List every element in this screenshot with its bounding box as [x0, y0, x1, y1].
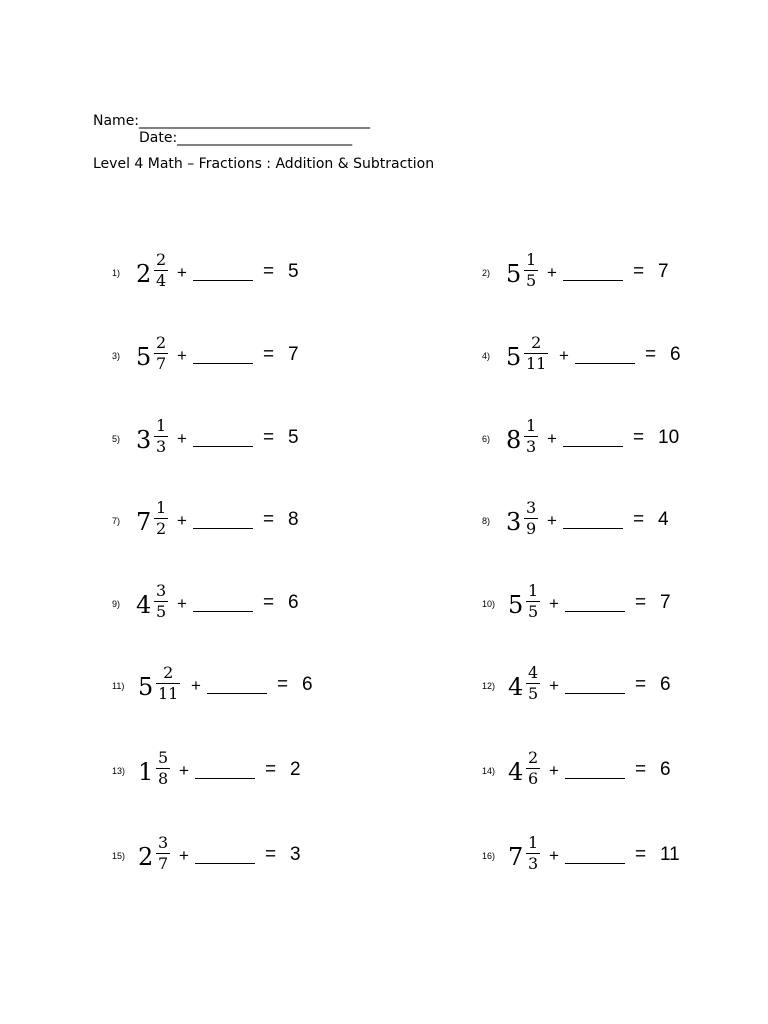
fraction-numerator: 5	[158, 748, 169, 767]
fraction	[155, 498, 167, 539]
fraction	[525, 333, 547, 374]
fraction-numerator: 1	[526, 416, 537, 435]
problem-item	[112, 581, 362, 637]
problem-result: 2	[290, 759, 301, 780]
whole-number: 7	[508, 843, 524, 871]
answer-blank[interactable]	[565, 863, 625, 864]
fraction-denominator: 5	[156, 602, 167, 621]
whole-number: 8	[506, 426, 522, 454]
problem-number: 8)	[482, 516, 491, 526]
problem-number: 9)	[112, 599, 121, 609]
answer-blank[interactable]	[563, 528, 623, 529]
problem-result: 10	[658, 427, 680, 448]
problem-result: 8	[288, 509, 299, 530]
problem-number: 16)	[482, 851, 496, 861]
fraction-numerator: 2	[528, 748, 539, 767]
problem-item	[112, 416, 362, 472]
answer-blank[interactable]	[193, 363, 253, 364]
equals-sign: =	[263, 261, 275, 282]
problem-number: 12)	[482, 681, 496, 691]
fraction-numerator: 1	[528, 833, 539, 852]
fraction	[525, 498, 537, 539]
fraction-numerator: 3	[156, 581, 167, 600]
equals-sign: =	[263, 592, 275, 613]
fraction-denominator: 9	[526, 519, 537, 538]
whole-number: 4	[508, 673, 524, 701]
problem-item	[482, 498, 732, 554]
fraction-denominator: 5	[526, 271, 537, 290]
problem-item	[482, 250, 732, 306]
fraction-numerator: 1	[156, 416, 167, 435]
problem-result: 7	[288, 344, 299, 365]
problem-item	[482, 663, 732, 719]
plus-sign: +	[179, 761, 189, 780]
answer-blank[interactable]	[193, 611, 253, 612]
answer-blank[interactable]	[565, 778, 625, 779]
whole-number: 5	[136, 343, 152, 371]
whole-number: 5	[508, 591, 524, 619]
whole-number: 2	[138, 843, 154, 871]
worksheet-title: Level 4 Math – Fractions : Addition & Subtraction	[93, 156, 435, 172]
equals-sign: =	[633, 261, 645, 282]
problem-result: 5	[288, 427, 299, 448]
fraction-numerator: 2	[156, 333, 167, 352]
fraction	[157, 833, 169, 874]
problem-item	[112, 333, 362, 389]
date-field-line[interactable]: Date:_________________________	[139, 130, 353, 146]
fraction-numerator: 3	[526, 498, 537, 517]
fraction-denominator: 7	[156, 354, 167, 373]
answer-blank[interactable]	[193, 528, 253, 529]
fraction-numerator: 1	[526, 250, 537, 269]
fraction-denominator: 2	[156, 519, 167, 538]
problem-number: 3)	[112, 351, 121, 361]
equals-sign: =	[265, 759, 277, 780]
problem-item	[112, 748, 362, 804]
problem-number: 5)	[112, 434, 121, 444]
plus-sign: +	[177, 594, 187, 613]
fraction-numerator: 1	[156, 498, 167, 517]
fraction-denominator: 7	[158, 854, 169, 873]
whole-number: 7	[136, 508, 152, 536]
problem-number: 14)	[482, 766, 496, 776]
problem-result: 7	[660, 592, 671, 613]
plus-sign: +	[549, 594, 559, 613]
problem-result: 7	[658, 261, 669, 282]
fraction-denominator: 8	[158, 769, 169, 788]
plus-sign: +	[177, 346, 187, 365]
equals-sign: =	[645, 344, 657, 365]
fraction-denominator: 5	[528, 684, 539, 703]
equals-sign: =	[635, 844, 647, 865]
fraction	[525, 250, 537, 291]
equals-sign: =	[263, 344, 275, 365]
whole-number: 4	[508, 758, 524, 786]
problem-number: 11)	[112, 681, 125, 691]
problem-result: 6	[670, 344, 681, 365]
fraction	[155, 250, 167, 291]
name-field-line[interactable]: Name:_________________________________	[93, 113, 371, 129]
answer-blank[interactable]	[563, 446, 623, 447]
problem-item	[482, 748, 732, 804]
equals-sign: =	[633, 427, 645, 448]
problem-item	[482, 581, 732, 637]
equals-sign: =	[635, 592, 647, 613]
problem-number: 4)	[482, 351, 491, 361]
equals-sign: =	[633, 509, 645, 530]
plus-sign: +	[177, 263, 187, 282]
fraction-numerator: 4	[528, 663, 539, 682]
problem-result: 11	[660, 844, 680, 865]
plus-sign: +	[549, 846, 559, 865]
whole-number: 5	[506, 343, 522, 371]
answer-blank[interactable]	[563, 280, 623, 281]
plus-sign: +	[177, 511, 187, 530]
fraction-numerator: 1	[528, 581, 539, 600]
equals-sign: =	[277, 674, 289, 695]
equals-sign: =	[263, 509, 275, 530]
fraction	[155, 333, 167, 374]
fraction-numerator: 2	[163, 663, 174, 682]
problem-result: 6	[302, 674, 313, 695]
fraction-denominator: 3	[526, 437, 537, 456]
problem-item	[112, 663, 362, 719]
problem-number: 10)	[482, 599, 496, 609]
problem-result: 6	[660, 759, 671, 780]
fraction	[157, 663, 179, 704]
answer-blank[interactable]	[195, 863, 255, 864]
fraction	[527, 581, 539, 622]
problem-item	[112, 498, 362, 554]
fraction	[527, 748, 539, 789]
equals-sign: =	[635, 674, 647, 695]
equals-sign: =	[263, 427, 275, 448]
fraction-denominator: 4	[156, 271, 167, 290]
plus-sign: +	[177, 429, 187, 448]
fraction	[157, 748, 169, 789]
fraction-denominator: 11	[526, 354, 547, 373]
problem-result: 4	[658, 509, 669, 530]
answer-blank[interactable]	[575, 363, 635, 364]
plus-sign: +	[191, 676, 201, 695]
fraction	[525, 416, 537, 457]
problem-item	[112, 833, 362, 889]
whole-number: 5	[138, 673, 154, 701]
fraction	[155, 581, 167, 622]
problem-item	[482, 416, 732, 472]
problem-result: 6	[660, 674, 671, 695]
answer-blank[interactable]	[207, 693, 267, 694]
fraction-denominator: 6	[528, 769, 539, 788]
fraction-numerator: 3	[158, 833, 169, 852]
problem-number: 7)	[112, 516, 121, 526]
problem-item	[482, 833, 732, 889]
problem-result: 5	[288, 261, 299, 282]
plus-sign: +	[549, 761, 559, 780]
plus-sign: +	[547, 263, 557, 282]
problem-number: 6)	[482, 434, 491, 444]
problem-number: 13)	[112, 766, 126, 776]
whole-number: 5	[506, 260, 522, 288]
plus-sign: +	[179, 846, 189, 865]
fraction	[155, 416, 167, 457]
answer-blank[interactable]	[565, 693, 625, 694]
plus-sign: +	[547, 429, 557, 448]
plus-sign: +	[559, 346, 569, 365]
problem-number: 2)	[482, 268, 491, 278]
whole-number: 3	[136, 426, 152, 454]
fraction-numerator: 2	[156, 250, 167, 269]
whole-number: 3	[506, 508, 522, 536]
fraction-denominator: 11	[158, 684, 179, 703]
equals-sign: =	[635, 759, 647, 780]
answer-blank[interactable]	[193, 280, 253, 281]
answer-blank[interactable]	[193, 446, 253, 447]
fraction	[527, 663, 539, 704]
problem-result: 3	[290, 844, 301, 865]
fraction-denominator: 3	[528, 854, 539, 873]
fraction-denominator: 5	[528, 602, 539, 621]
answer-blank[interactable]	[565, 611, 625, 612]
plus-sign: +	[549, 676, 559, 695]
answer-blank[interactable]	[195, 778, 255, 779]
whole-number: 2	[136, 260, 152, 288]
whole-number: 4	[136, 591, 152, 619]
equals-sign: =	[265, 844, 277, 865]
problem-number: 15)	[112, 851, 126, 861]
problem-result: 6	[288, 592, 299, 613]
problem-item	[112, 250, 362, 306]
problem-number: 1)	[112, 268, 121, 278]
fraction	[527, 833, 539, 874]
fraction-numerator: 2	[531, 333, 542, 352]
plus-sign: +	[547, 511, 557, 530]
whole-number: 1	[138, 758, 154, 786]
problem-item	[482, 333, 732, 389]
fraction-denominator: 3	[156, 437, 167, 456]
